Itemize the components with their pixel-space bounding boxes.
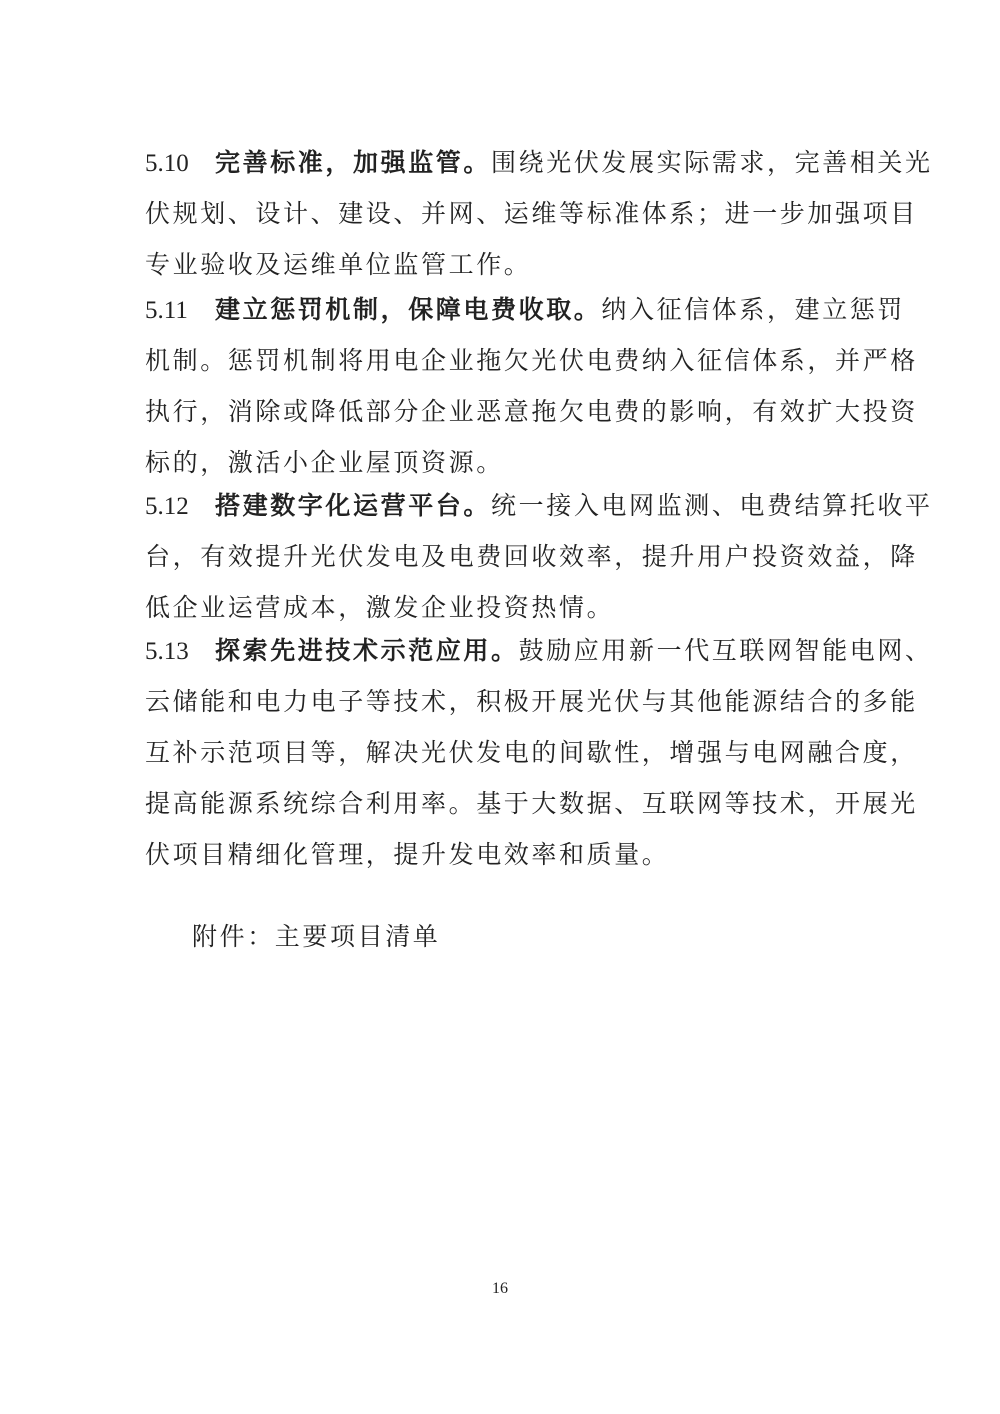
section-line: 低企业运营成本，激发企业投资热情。	[145, 593, 615, 622]
section-first-line	[145, 480, 933, 531]
section-title: 建立惩罚机制，保障电费收取。	[215, 295, 602, 324]
section-5-10	[145, 137, 933, 290]
section-text: 围绕光伏发展实际需求，完善相关光	[491, 148, 933, 177]
section-line: 机制。惩罚机制将用电企业拖欠光伏电费纳入征信体系，并严格	[145, 346, 918, 375]
section-first-line	[145, 137, 933, 188]
section-number: 5.12	[145, 493, 189, 520]
section-title: 探索先进技术示范应用。	[215, 636, 519, 665]
section-line: 台，有效提升光伏发电及电费回收效率，提升用户投资效益，降	[145, 542, 918, 571]
attachment-note: 附件：主要项目清单	[192, 922, 441, 951]
section-line: 执行，消除或降低部分企业恶意拖欠电费的影响，有效扩大投资	[145, 397, 918, 426]
section-first-line	[145, 284, 906, 335]
section-number: 5.10	[145, 150, 189, 177]
section-line: 专业验收及运维单位监管工作。	[145, 250, 532, 279]
section-5-12	[145, 480, 933, 633]
section-line: 伏项目精细化管理，提升发电效率和质量。	[145, 840, 670, 869]
section-line: 云储能和电力电子等技术，积极开展光伏与其他能源结合的多能	[145, 687, 918, 716]
section-number: 5.11	[145, 297, 188, 324]
section-text: 纳入征信体系，建立惩罚	[601, 295, 906, 324]
page-number: 16	[492, 1280, 508, 1297]
section-text: 鼓励应用新一代互联网智能电网、	[518, 636, 933, 665]
section-line: 提高能源系统综合利用率。基于大数据、互联网等技术，开展光	[145, 789, 918, 818]
section-5-13	[145, 625, 933, 880]
section-first-line	[145, 625, 933, 676]
section-line: 伏规划、设计、建设、并网、运维等标准体系；进一步加强项目	[145, 199, 918, 228]
section-number: 5.13	[145, 638, 189, 665]
section-5-11	[145, 284, 918, 488]
section-text: 统一接入电网监测、电费结算托收平	[491, 491, 933, 520]
section-title: 搭建数字化运营平台。	[215, 491, 492, 520]
section-title: 完善标准，加强监管。	[215, 148, 492, 177]
section-line: 互补示范项目等，解决光伏发电的间歇性，增强与电网融合度，	[145, 738, 918, 767]
section-line: 标的，激活小企业屋顶资源。	[145, 448, 504, 477]
